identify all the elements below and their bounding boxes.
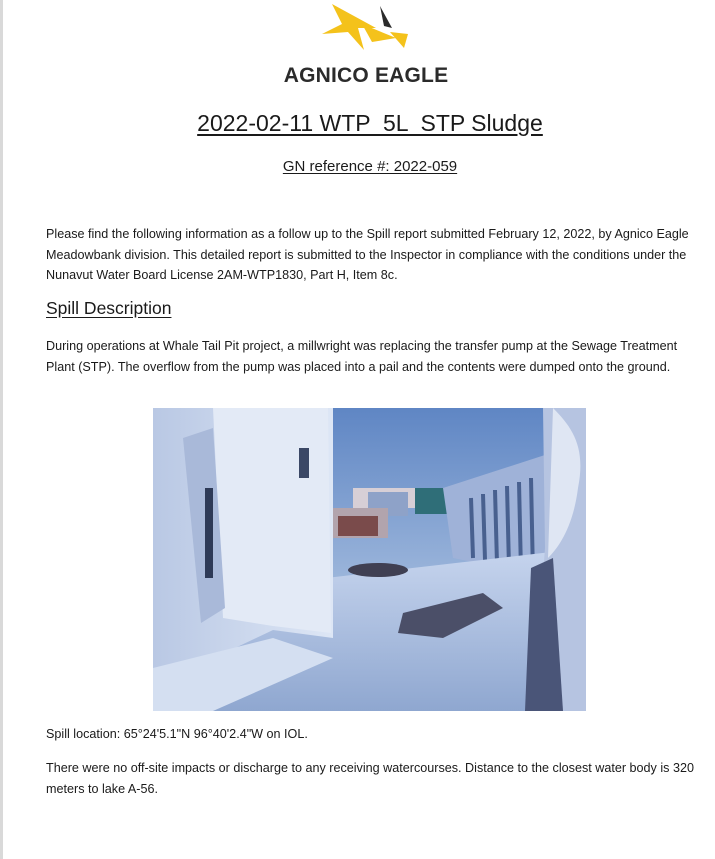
intro-paragraph: Please find the following information as a follow up to the Spill report submitted February 12, 2022, by Agnico Eagle Meadowbank division. This detailed report is submitted to the Inspector in compliance with the conditions under the Nunavut Water Board License 2AM-WTP1830, Part H, Item 8c.	[46, 227, 689, 282]
impacts-paragraph: There were no off-site impacts or discharge to any receiving watercourses. Distance to the closest water body is 320 meters to lake A-56.	[46, 761, 694, 796]
gn-reference: GN reference #: 2022-059	[282, 158, 458, 175]
section-heading: Spill Description	[46, 298, 172, 318]
company-logo	[276, 2, 456, 92]
spill-location: Spill location: 65°24'5.1"N 96°40'2.4"W on IOL.	[46, 727, 308, 741]
brand-name: AGNICO EAGLE	[283, 64, 449, 87]
spill-site-photo	[153, 408, 586, 711]
eagle-icon	[318, 2, 414, 58]
report-title: 2022-02-11 WTP 5L STP Sludge	[197, 110, 543, 136]
description-paragraph: During operations at Whale Tail Pit project, a millwright was replacing the transfer pump at the Sewage Treatment Plant (STP). The overflow from the pump was placed into a pail and the contents were dumped onto the ground.	[46, 339, 678, 374]
